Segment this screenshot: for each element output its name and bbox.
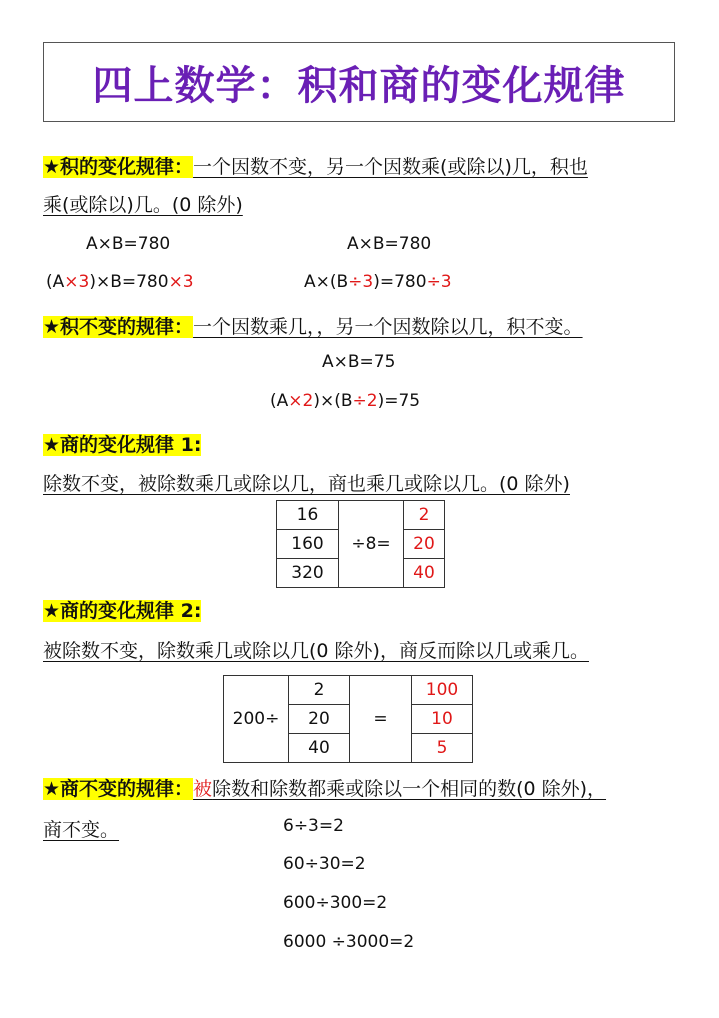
formula-part: )=75: [377, 391, 421, 411]
table-cell-quotient: 40: [404, 559, 445, 588]
page-title: 四上数学：积和商的变化规律: [92, 61, 626, 109]
section4-text-line: [43, 636, 589, 663]
formula-part-red: ÷3: [348, 272, 374, 292]
table-cell-divisor: 2: [289, 676, 350, 705]
section5-line2: [43, 815, 119, 842]
section4-heading: ★商的变化规律 2:: [43, 600, 202, 622]
section1-line2: [43, 190, 243, 217]
section1-line1: [43, 152, 588, 179]
section5-heading: ★商不变的规律：: [43, 778, 194, 800]
section3-text: 除数不变，被除数乘几或除以几，商也乘几或除以几。(0 除外): [43, 473, 570, 495]
section5-text: [193, 778, 606, 800]
table-cell-quotient: 100: [412, 676, 473, 705]
section3-text-line: [43, 469, 570, 496]
formula-left-top: A×B=780: [86, 234, 171, 254]
table-cell-dividend: 320: [277, 559, 339, 588]
section2-line1: [43, 312, 583, 339]
example-line: 60÷30=2: [283, 854, 366, 874]
formula-left-bottom: [46, 272, 194, 292]
section5-text-rest: 除数和除数都乘或除以一个相同的数(0 除外)，: [212, 778, 607, 800]
section4-heading-line: [43, 596, 201, 623]
section4-text: 被除数不变，除数乘几或除以几(0 除外)，商反而除以几或乘几。: [43, 640, 589, 662]
table-cell-dividend: 200÷: [224, 676, 289, 763]
formula-right-bottom: [304, 272, 452, 292]
section3-heading: ★商的变化规律 1:: [43, 434, 202, 456]
formula-part: )×B=780: [89, 272, 169, 292]
table-cell-quotient: 10: [412, 705, 473, 734]
table-cell-divisor: 20: [289, 705, 350, 734]
section2-heading: ★积不变的规律：: [43, 316, 194, 338]
section3-heading-line: [43, 430, 201, 457]
table-cell-quotient: 5: [412, 734, 473, 763]
table-cell-divisor: 40: [289, 734, 350, 763]
example-line: 6000 ÷3000=2: [283, 932, 415, 952]
section5-text-line2: 商不变。: [43, 819, 120, 841]
table-cell-quotient: 20: [404, 530, 445, 559]
formula-part: )×(B: [313, 391, 353, 411]
table-cell-equals: =: [350, 676, 412, 763]
formula-right-top: A×B=780: [347, 234, 432, 254]
formula-part-red: ×3: [168, 272, 194, 292]
section1-text-line2: 乘(或除以)几。(0 除外): [43, 194, 243, 216]
section2-text: 一个因数乘几，，另一个因数除以几，积不变。: [193, 316, 583, 338]
formula-part: (A: [270, 391, 289, 411]
formula-part: )=780: [373, 272, 427, 292]
section1-heading: ★积的变化规律：: [43, 156, 194, 178]
section5-line1: [43, 774, 606, 801]
table-cell-dividend: 16: [277, 501, 339, 530]
section5-text-red: 被: [193, 778, 213, 800]
example-line: 600÷300=2: [283, 893, 388, 913]
formula-part-red: ÷2: [352, 391, 378, 411]
formula-part: A×(B: [304, 272, 349, 292]
example-line: 6÷3=2: [283, 816, 344, 836]
table-quotient-rule1: [276, 500, 445, 588]
table-quotient-rule2: [223, 675, 473, 763]
table-cell-quotient: 2: [404, 501, 445, 530]
section1-text-line1: 一个因数不变，另一个因数乘(或除以)几，积也: [193, 156, 588, 178]
formula-section2-bottom: [270, 391, 420, 411]
formula-part-red: ÷3: [426, 272, 452, 292]
formula-part-red: ×2: [288, 391, 314, 411]
title-box: [43, 42, 675, 122]
formula-part-red: ×3: [64, 272, 90, 292]
formula-section2-top: A×B=75: [322, 352, 396, 372]
table-cell-operator: ÷8=: [339, 501, 404, 588]
table-cell-dividend: 160: [277, 530, 339, 559]
formula-part: (A: [46, 272, 65, 292]
